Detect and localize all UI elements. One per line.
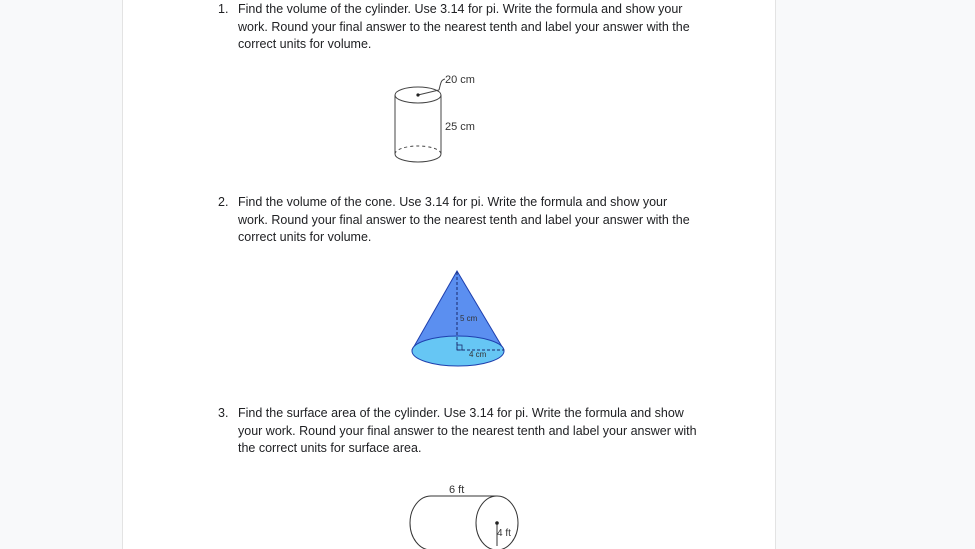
problem-2: [218, 194, 698, 247]
height-label: 5 cm: [460, 314, 478, 323]
radius-label: 20 cm: [445, 74, 475, 86]
cylinder-figure: [383, 68, 483, 168]
cone-figure: [403, 266, 513, 372]
problem-number: 3.: [218, 406, 229, 420]
document-page: [122, 0, 776, 549]
radius-label: 4 cm: [469, 350, 487, 359]
horizontal-cylinder-figure: [403, 480, 543, 549]
problem-3: [218, 405, 698, 458]
length-label: 6 ft: [449, 484, 465, 496]
problem-number: 1.: [218, 2, 229, 16]
problem-text: Find the volume of the cylinder. Use 3.14 for pi. Write the formula and show your work. Round your final answer to the nearest tenth and label your answer with the correct units for volume.: [238, 2, 690, 52]
problem-1: [218, 1, 698, 54]
radius-label: 4 ft: [497, 528, 511, 539]
height-label: 25 cm: [445, 121, 475, 133]
problem-number: 2.: [218, 195, 229, 209]
problem-text: Find the surface area of the cylinder. Use 3.14 for pi. Write the formula and show your work. Round your final answer to the nearest tenth and label your answer with the correct units for surface area.: [238, 406, 697, 456]
problem-text: Find the volume of the cone. Use 3.14 for pi. Write the formula and show your work. Round your final answer to the nearest tenth and label your answer with the correct units for volume.: [238, 195, 690, 245]
